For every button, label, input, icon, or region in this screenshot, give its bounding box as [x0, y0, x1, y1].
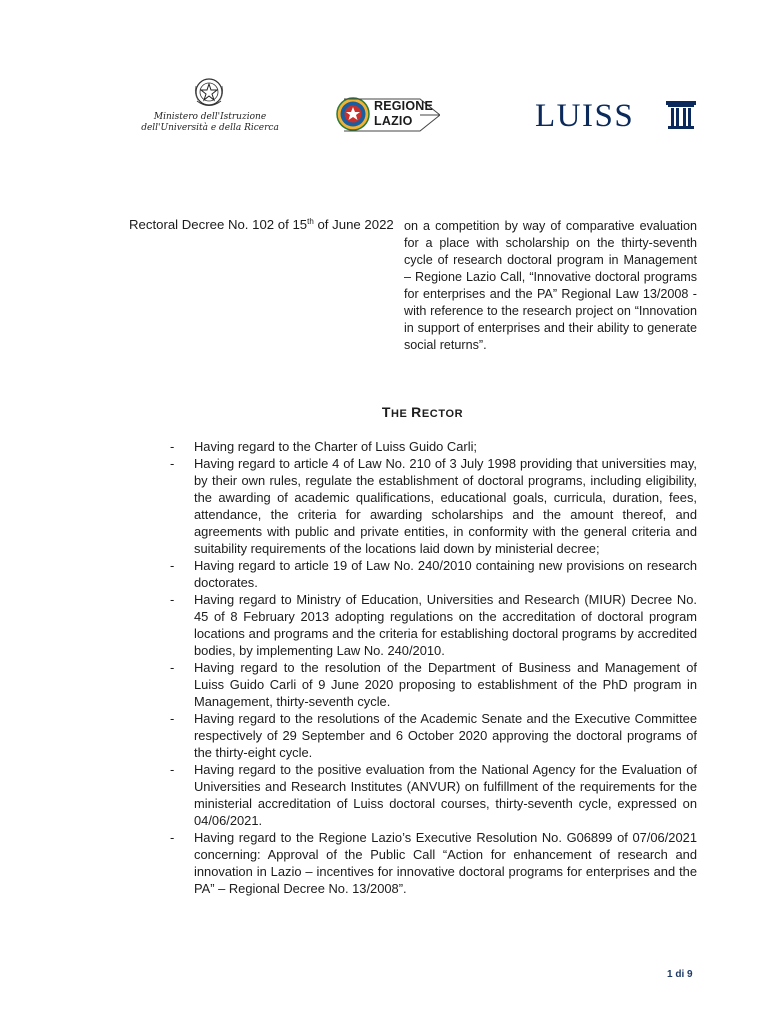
- recital-item: - Having regard to the positive evaluation from the National Agency for the Evaluation of Universities and Research Institutes (ANVUR) on fulfillment of the requirements for the ministerial accreditation of Luiss doctoral courses, thirty-seventh cycle, expressed on 04/06/2021.: [170, 761, 697, 829]
- recital-item: - Having regard to the resolutions of the Academic Senate and the Executive Committee respectively of 29 September and 6 October 2020 approving the doctoral programs of the thirty-eight cycle.: [170, 710, 697, 761]
- page-number: 1 di 9: [667, 969, 693, 980]
- recital-item: - Having regard to the resolution of the Department of Business and Management of Luiss Guido Carli of 9 June 2020 proposing to establishment of the PhD program in Management, thirty-seventh cycle.: [170, 659, 697, 710]
- recital-item: - Having regard to the Charter of Luiss Guido Carli;: [170, 438, 697, 455]
- heading-the-initial: T: [381, 404, 391, 420]
- italian-emblem-icon: [192, 74, 226, 110]
- decree-reference: [129, 217, 394, 232]
- lazio-word-lazio: LAZIO: [374, 114, 413, 128]
- ministry-logo: [140, 74, 280, 134]
- heading-the-rest: HE: [390, 408, 408, 420]
- recital-item: - Having regard to the Regione Lazio’s Executive Resolution No. G06899 of 07/06/2021 concerning: Approval of the Public Call “Action for enhancement of research and innovation in Lazio – incentives for innovative doctoral programs for enterprises and the PA” – Regional Decree No. 13/2008”.: [170, 829, 697, 897]
- lazio-word-regione: REGIONE: [374, 99, 434, 113]
- regione-lazio-logo: [336, 96, 471, 134]
- recital-item: - Having regard to article 4 of Law No. 210 of 3 July 1998 providing that universities may, by their own rules, regulate the establishment of doctoral programs, including eligibility, the awarding of academic qualifications, educational goals, curricula, duration, fees, attendance, the criteria for awarding scholarships and the amount thereof, and agreements with public and private entities, in conformity with the general criteria and suitability requirements of the locations laid down by ministerial decree;: [170, 455, 697, 557]
- recital-item: - Having regard to Ministry of Education, Universities and Research (MIUR) Decree No. 45 of 8 February 2013 adopting regulations on the accreditation of doctoral program locations and programs and the criteria for establishing doctoral programs by accredited bodies, by implementing Law No. 240/2010.: [170, 591, 697, 659]
- heading-rector-initial: R: [411, 404, 422, 420]
- ministry-name-line2: dell'Università e della Ricerca: [141, 123, 279, 133]
- section-heading: [0, 404, 770, 420]
- recitals-list: [170, 438, 697, 897]
- recital-item: - Having regard to article 19 of Law No. 240/2010 containing new provisions on research doctorates.: [170, 557, 697, 591]
- decree-ref-ordinal: th: [307, 217, 314, 226]
- luiss-wordmark: LUISS: [535, 98, 635, 134]
- decree-subject: on a competition by way of comparative evaluation for a place with scholarship on the thirty-seventh cycle of research doctoral program in Management – Regione Lazio Call, “Innovative doctoral programs for enterprises and the PA” Regional Law 13/2008 -with reference to the research project on “Innovation in support of enterprises and their ability to generate social returns”.: [404, 219, 697, 352]
- decree-ref-suffix: of June 2022: [313, 217, 394, 232]
- luiss-logo: [535, 94, 705, 138]
- ministry-name-line1: Ministero dell'Istruzione: [153, 112, 267, 122]
- decree-ref-prefix: Rectoral Decree No. 102 of 15: [129, 217, 308, 232]
- column-icon: [665, 100, 697, 130]
- heading-rector-rest: ECTOR: [421, 408, 464, 420]
